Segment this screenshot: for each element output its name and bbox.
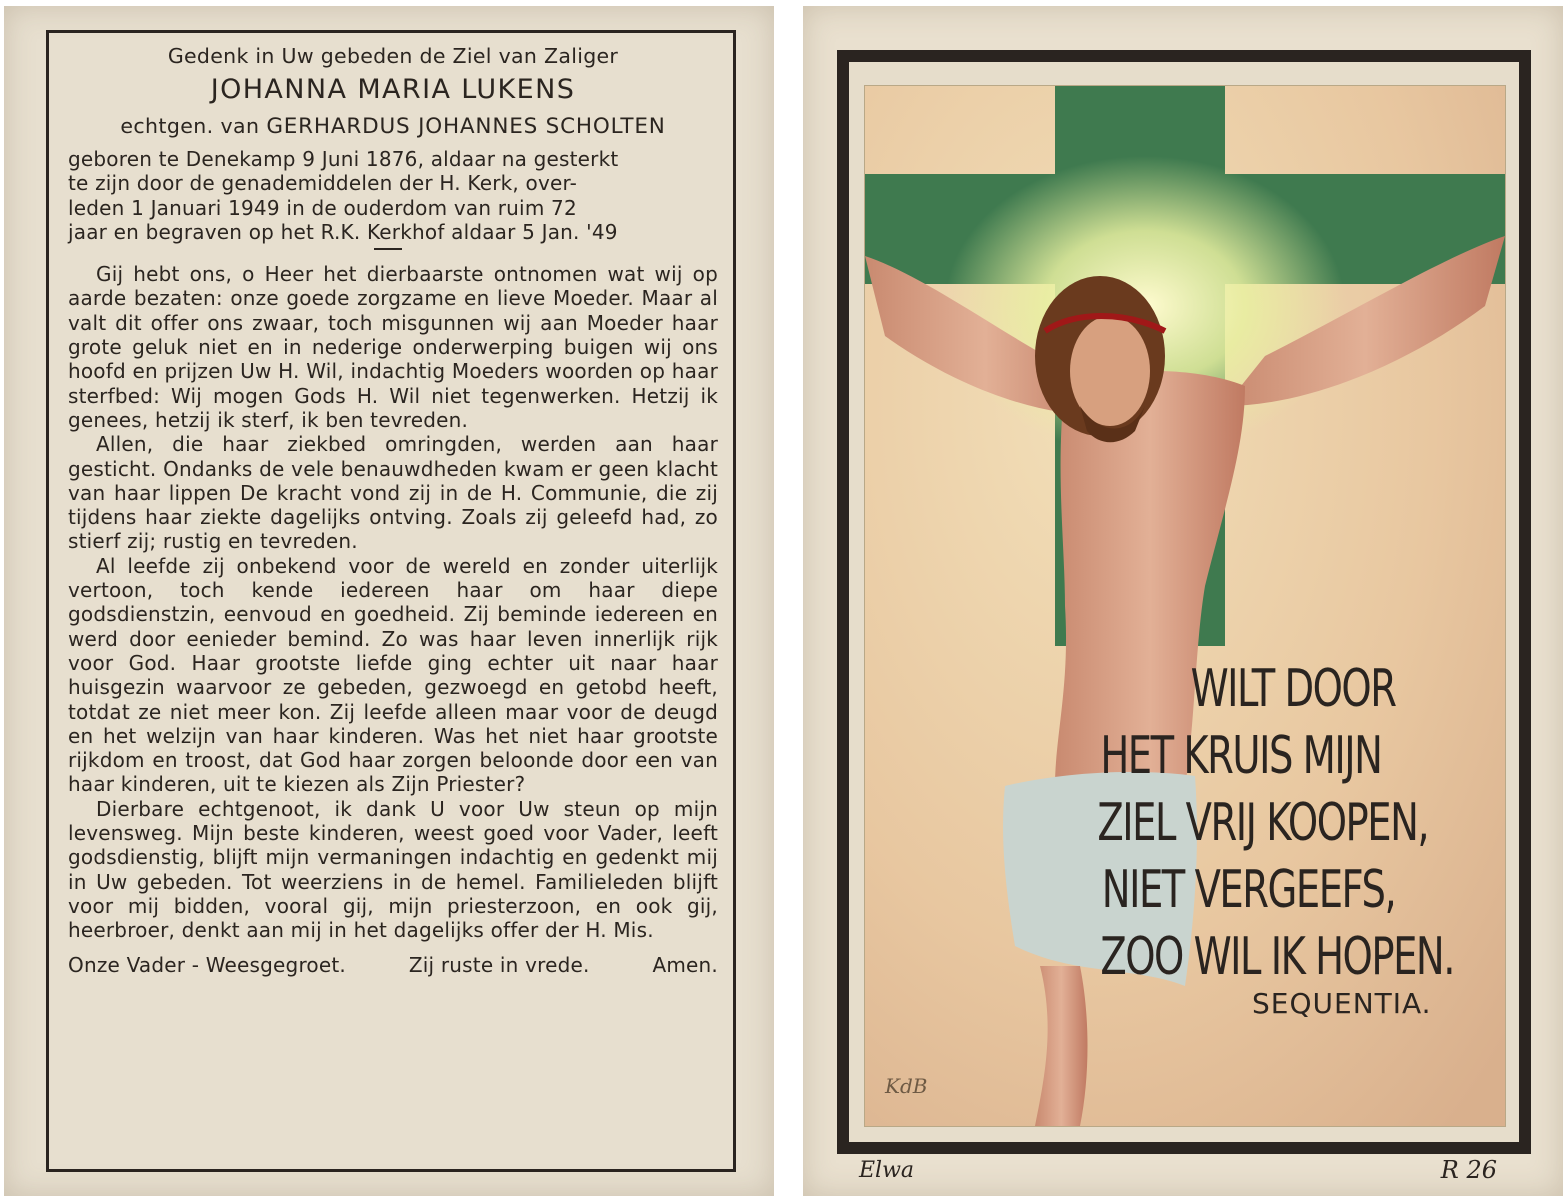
divider (374, 248, 402, 250)
devotional-image-card (803, 6, 1563, 1196)
closing-amen: Amen. (652, 952, 718, 977)
closing-prayer: Onze Vader - Weesgegroet. (68, 952, 346, 977)
bio-line: te zijn door de genademiddelen der H. Kerk, over- (68, 171, 578, 196)
inscription-line: ZIEL VRIJ KOOPEN, (1097, 793, 1429, 853)
closing-line (68, 953, 718, 977)
card-header: Gedenk in Uw gebeden de Ziel van Zaliger (167, 44, 619, 68)
inscription-line: HET KRUIS MIJN (1100, 726, 1382, 786)
paragraph: Gij hebt ons, o Heer het dierbaarste ontnomen wat wij op aarde bezaten: onze goede zorgzame en lieve Moeder. Maar al valt dit offer ons zwaar, toch misgunnen wij aan Moeder haar grote geluk niet en in nederige onderwerping buigen wij ons hoofd en prijzen Uw H. Wil, indachtig Moeders woorden op haar sterfbed: Wij mogen Gods H. Wil niet tegenwerken. Hetzij ik genees, hetzij ik sterf, ik ben tevreden. (68, 262, 718, 432)
paragraph: Dierbare echtgenoot, ik dank U voor Uw steun op mijn levensweg. Mijn beste kinderen, weest goed voor Vader, leeft godsdienstig, blijft mijn vermaningen indachtig en gedenkt mij in Uw gebeden. Tot weerziens in de hemel. Familieleden blijft voor mij bidden, vooral gij, mijn priesterzoon, en ook gij, heerbroer, denkt aan mij in het dagelijks offer der H. Mis. (68, 796, 718, 943)
inscription-source: SEQUENTIA. (1252, 987, 1432, 1020)
paragraph: Allen, die haar ziekbed omringden, werden aan haar gesticht. Ondanks de vele benauwdheden kwam er geen klacht van haar lippen De kracht vond zij in de H. Communie, die zij tijdens haar ziekte dagelijks ontving. Zoals zij geleefd had, zo stierf zij; rustig en tevreden. (68, 432, 718, 554)
card-number: R 26 (1440, 1156, 1497, 1184)
bio-line: geboren te Denekamp 9 Juni 1876, aldaar na gesterkt (68, 147, 619, 171)
artist-signature: KdB (885, 1074, 928, 1098)
paragraph: Al leefde zij onbekend voor de wereld en zonder uiterlijk vertoon, toch kende iedereen haar om haar diepe godsdienstzin, eenvoud en goedheid. Zij beminde iedereen en werd door eenieder bemind. Zo was haar leven innerlijk rijk voor God. Haar grootste liefde ging echter uit naar haar huisgezin waarvoor ze gebeden, gezwoegd en getobd heeft, totdat ze niet meer kon. Zij leefde alleen maar voor de deugd en het welzijn van haar kinderen. Was het niet haar grootste rijkdom en troost, dat God haar zorgen beloonde door een van haar kinderen, uit te kiezen als Zijn Priester? (68, 553, 718, 797)
inscription-line: ZOO WIL IK HOPEN. (1100, 927, 1454, 987)
memorial-text-block (68, 42, 718, 977)
bio-line: leden 1 Januari 1949 in de ouderdom van ruim 72 (68, 195, 577, 220)
mourning-border (837, 50, 1531, 1154)
closing-rest: Zij ruste in vrede. (408, 952, 590, 977)
inner-mat (849, 62, 1519, 1142)
inscription-line: WILT DOOR (1190, 659, 1396, 719)
memorial-text-card (4, 6, 774, 1196)
spouse-prefix: echtgen. van (120, 114, 260, 138)
biography (68, 147, 718, 244)
deceased-name: JOHANNA MARIA LUKENS (210, 74, 576, 105)
inscription (1087, 656, 1497, 1020)
crucifix-illustration (864, 85, 1506, 1127)
publisher-mark: Elwa (859, 1158, 915, 1183)
bio-line: jaar en begraven op het R.K. Kerkhof aldaar 5 Jan. '49 (68, 219, 618, 244)
spouse-line (68, 110, 718, 143)
inscription-line: NIET VERGEEFS, (1101, 860, 1396, 920)
spouse-name: GERHARDUS JOHANNES SCHOLTEN (266, 114, 666, 139)
